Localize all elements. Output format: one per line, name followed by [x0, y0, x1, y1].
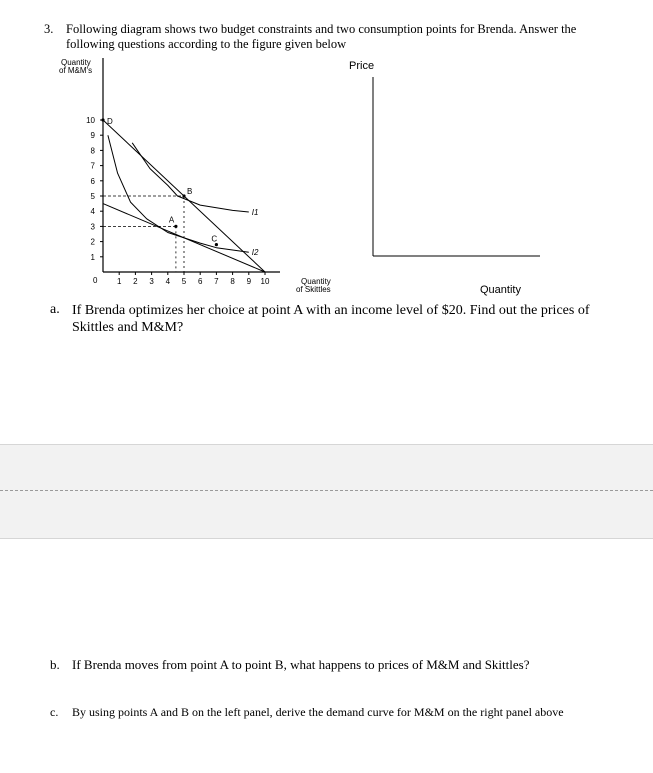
demand-chart — [349, 60, 540, 296]
x-axis-label-line2: of Skittles — [296, 285, 331, 294]
question-b-text: If Brenda moves from point A to point B, what happens to prices of M&M and Skittles? — [72, 657, 530, 672]
y-tick-label: 7 — [90, 161, 95, 171]
y-tick-label: 5 — [90, 192, 95, 201]
y-tick-label: 9 — [90, 131, 95, 141]
x-tick-label: 4 — [165, 277, 171, 286]
budget-chart — [59, 58, 331, 294]
x-ticks — [117, 272, 270, 286]
y-tick-label: 1 — [90, 252, 95, 262]
question-a-text: If Brenda optimizes her choice at point A with an income level of $20. Find out the prices of Skittles and M&M? — [72, 303, 590, 335]
y-axis-label-line2: of M&M's — [59, 66, 93, 75]
point-label-a: A — [168, 215, 175, 225]
question-text: Following diagram shows two budget constraints and two consumption points for Brenda. Answer the following questions according to the figure given below — [66, 22, 577, 51]
point-a — [174, 225, 177, 228]
page-break-divider — [0, 490, 653, 491]
page-gap — [0, 444, 653, 539]
question-a-letter: a. — [50, 302, 60, 317]
series-i2 — [108, 135, 249, 252]
point-d — [101, 118, 104, 121]
point-label-b: B — [187, 187, 193, 196]
y-tick-label: 6 — [90, 176, 95, 186]
origin-label: 0 — [93, 276, 98, 285]
y-tick-label: 3 — [90, 222, 95, 232]
x-axis-label-line1: Quantity — [301, 277, 331, 286]
point-label-d: D — [107, 117, 113, 126]
x-tick-label: 3 — [149, 277, 154, 286]
x-tick-label: 6 — [197, 277, 203, 286]
point-label-c: C — [211, 234, 218, 244]
question-c-letter: c. — [50, 705, 59, 719]
y-tick-label: 4 — [90, 207, 95, 217]
x-tick-label: 7 — [214, 277, 219, 286]
figure — [0, 55, 653, 300]
x-tick-label: 5 — [181, 277, 187, 286]
x-tick-label: 2 — [133, 277, 138, 286]
question-b-letter: b. — [50, 657, 60, 672]
series-i1 — [132, 143, 249, 212]
price-axis-label: Price — [349, 60, 375, 72]
curve-label-i1: I1 — [251, 207, 259, 217]
x-tick-label: 8 — [230, 277, 235, 286]
point-b — [182, 194, 185, 197]
y-ticks — [86, 116, 103, 262]
y-tick-label: 2 — [90, 237, 95, 247]
question-number: 3. — [44, 22, 54, 36]
x-tick-label: 1 — [116, 277, 122, 286]
y-tick-label: 8 — [90, 146, 95, 156]
x-tick-label: 9 — [246, 277, 252, 286]
x-tick-label: 10 — [260, 277, 270, 286]
question-c-text: By using points A and B on the left panel, derive the demand curve for M&M on the right panel above — [72, 705, 564, 719]
curve-label-i2: I2 — [251, 248, 259, 258]
y-axis-label-line1: Quantity — [61, 58, 91, 67]
quantity-axis-label: Quantity — [480, 284, 521, 296]
y-tick-label: 10 — [86, 116, 95, 125]
